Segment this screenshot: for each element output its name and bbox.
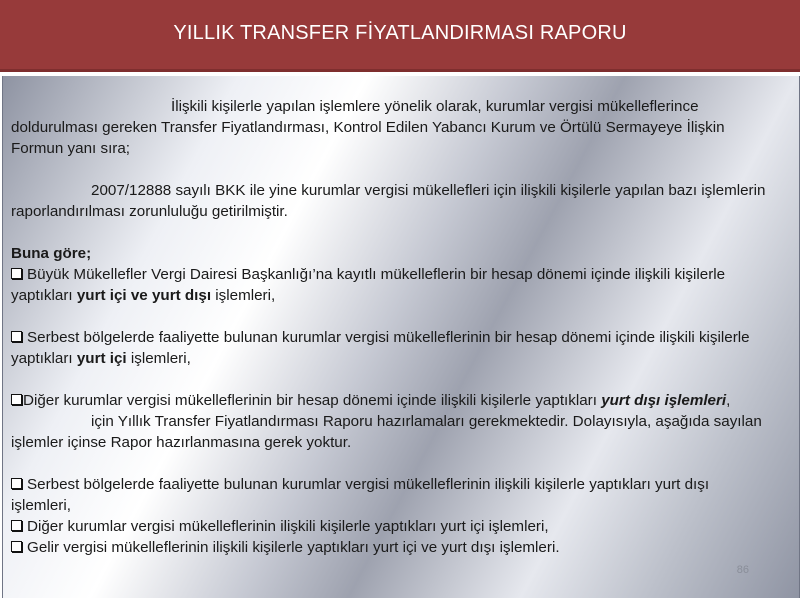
body-text — [11, 96, 771, 558]
bullet-3-bold-italic: yurt dışı işlemleri — [601, 392, 727, 409]
paragraph-3-text: için Yıllık Transfer Fiyatlandırması Raporu hazırlamaları gerekmektedir. Dolayısıyla, aşağıda sayılan işlemler içinse Rapor hazırlanmasına gerek yoktur. — [11, 413, 762, 451]
bullet-1-bold: yurt içi ve yurt dışı — [76, 287, 212, 304]
bullet-5 — [11, 516, 771, 537]
bullet-4-text: Serbest bölgelerde faaliyette bulunan kurumlar vergisi mükelleflerinin ilişkili kişilerle yaptıkları yurt dışı işlemleri, — [11, 476, 710, 514]
bullet-2-text: Serbest bölgelerde faaliyette bulunan kurumlar vergisi mükelleflerinin bir hesap dönemi içinde ilişkili kişilerle yaptıkları — [11, 329, 750, 367]
checkbox-bullet-icon — [11, 268, 22, 279]
checkbox-bullet-icon — [11, 478, 22, 489]
bullet-2 — [11, 327, 771, 369]
bullet-2-bold: yurt içi — [76, 350, 127, 367]
paragraph-1-text: İlişkili kişilerle yapılan işlemlere yönelik olarak, kurumlar vergisi mükelleflerince doldurulması gereken Transfer Fiyatlandırması, Kontrol Edilen Yabancı Kurum ve Örtülü Sermayeye İlişkin Formun yanı sıra; — [11, 98, 725, 157]
page-number: 86 — [736, 564, 749, 576]
checkbox-bullet-icon — [11, 520, 22, 531]
title-bar — [0, 0, 800, 72]
checkbox-bullet-icon — [11, 394, 22, 405]
bullet-3 — [11, 390, 771, 411]
content-area — [2, 76, 800, 598]
bullet-1-end: işlemleri, — [211, 287, 276, 304]
bullet-1 — [11, 264, 771, 306]
buna-gore-heading: Buna göre; — [11, 245, 92, 262]
bullet-3-end: , — [726, 392, 731, 409]
paragraph-3 — [11, 411, 771, 453]
checkbox-bullet-icon — [11, 331, 22, 342]
bullet-5-text: Diğer kurumlar vergisi mükelleflerinin ilişkili kişilerle yaptıkları yurt içi işlemleri, — [27, 518, 549, 535]
paragraph-2 — [11, 180, 771, 222]
bullet-4 — [11, 474, 771, 516]
bullet-1-text: Büyük Mükellefler Vergi Dairesi Başkanlığı’na kayıtlı mükelleflerin bir hesap dönemi içinde ilişkili kişilerle yaptıkları — [11, 266, 726, 304]
bullet-2-end: işlemleri, — [126, 350, 191, 367]
bullet-3-text: Diğer kurumlar vergisi mükelleflerinin bir hesap dönemi içinde ilişkili kişilerle yaptıkları — [23, 392, 602, 409]
bullet-6-text: Gelir vergisi mükelleflerinin ilişkili kişilerle yaptıkları yurt içi ve yurt dışı işlemleri. — [27, 539, 560, 556]
bullet-6 — [11, 537, 771, 558]
paragraph-1 — [11, 96, 771, 159]
slide-title: YILLIK TRANSFER FİYATLANDIRMASI RAPORU — [173, 22, 627, 44]
paragraph-2-text: 2007/12888 sayılı BKK ile yine kurumlar vergisi mükellefleri için ilişkili kişilerle yapılan bazı işlemlerin raporlandırılması zorunluluğu getirilmiştir. — [11, 182, 766, 220]
checkbox-bullet-icon — [11, 541, 22, 552]
